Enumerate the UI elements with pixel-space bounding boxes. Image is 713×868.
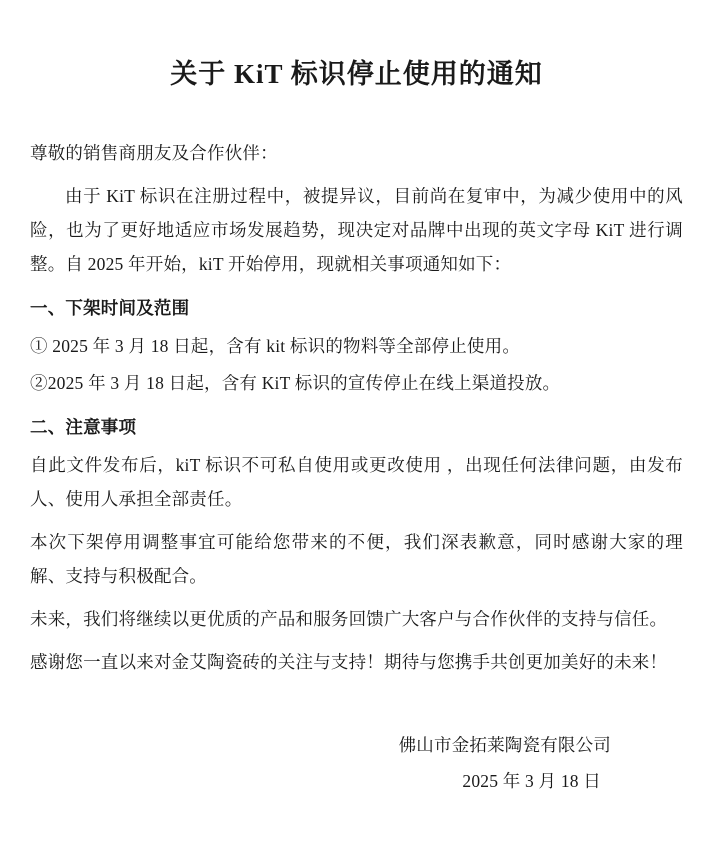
notice-paragraph: 感谢您一直以来对金艾陶瓷砖的关注与支持！期待与您携手共创更加美好的未来！ (30, 652, 668, 673)
notice-paragraph: 自此文件发布后，kiT 标识不可私自使用或更改使用 ，出现任何法律问题，由发布人、使用人承担全部责任。 (30, 454, 683, 509)
signature-date: 2025 年 3 月 18 日 (462, 771, 601, 792)
company-name: 佛山市金拓莱陶瓷有限公司 (398, 734, 611, 755)
signature-block (30, 726, 683, 800)
section-two-heading: 二、注意事项 (30, 416, 137, 437)
intro-paragraph: 由于 KiT 标识在注册过程中，被提异议，目前尚在复审中，为减少使用中的风险，也为了更好地适应市场发展趋势，现决定对品牌中出现的英文字母 KiT 进行调整。自 2025 年开始，kiT 开始停用，现就相关事项通知如下： (30, 185, 683, 275)
notice-paragraph: 未来，我们将继续以更优质的产品和服务回馈广大客户与合作伙伴的支持与信任。 (30, 609, 668, 630)
list-item: ②2025 年 3 月 18 日起，含有 KiT 标识的宣传停止在线上渠道投放。 (30, 372, 561, 393)
notice-paragraph: 本次下架停用调整事宜可能给您带来的不便，我们深表歉意，同时感谢大家的理解、支持与积极配合。 (30, 532, 683, 587)
salutation: 尊敬的销售商朋友及合作伙伴： (30, 142, 278, 163)
section-one-heading: 一、下架时间及范围 (30, 298, 190, 319)
document-body (30, 136, 683, 680)
list-item: ① 2025 年 3 月 18 日起，含有 kit 标识的物料等全部停止使用。 (30, 336, 521, 357)
page-title: 关于 KiT 标识停止使用的通知 (170, 59, 543, 89)
